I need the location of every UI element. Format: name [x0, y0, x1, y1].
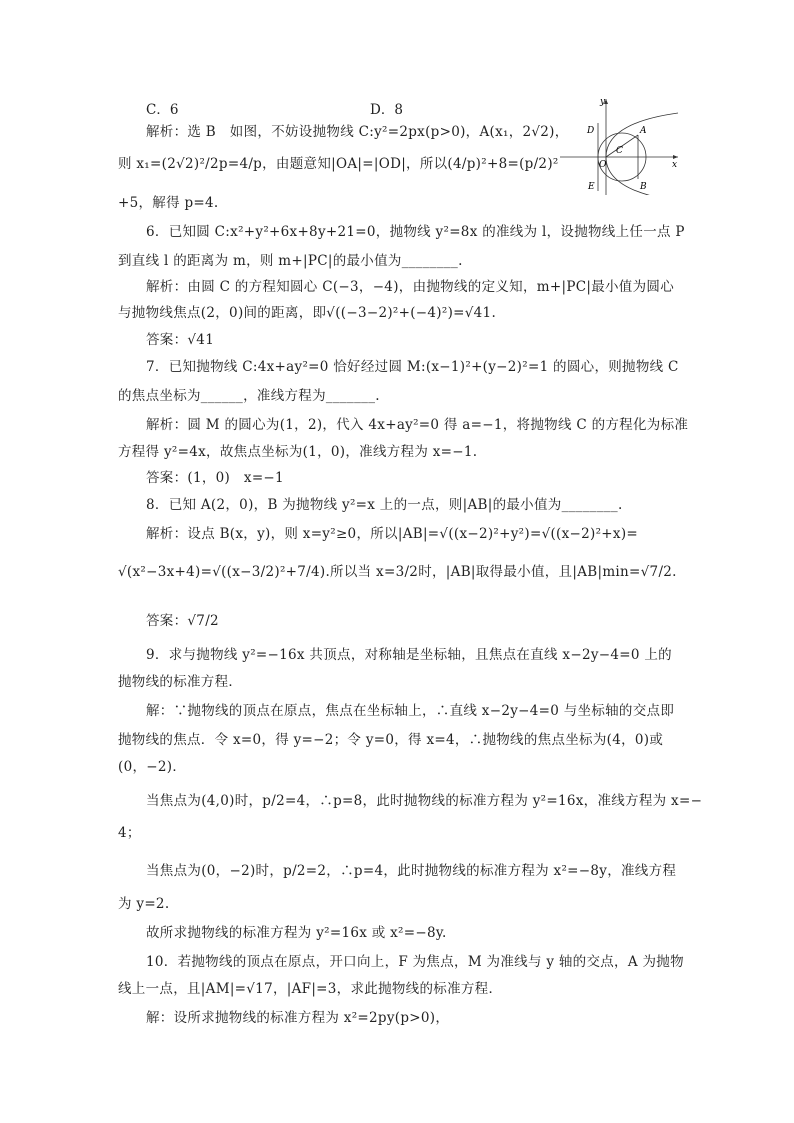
answer-line: 答案：√41: [146, 332, 215, 348]
text-line: 当焦点为(4,0)时，p/2=4，∴p=8，此时抛物线的标准方程为 y²=16x，准线方程为 x=−: [146, 793, 703, 809]
label-x: x: [672, 160, 678, 170]
text-line: 解析：由圆 C 的方程知圆心 C(−3，−4)，由抛物线的定义知，m+|PC|最小值为圆心: [146, 279, 674, 295]
label-a: A: [640, 126, 647, 136]
answer-line: 答案：√7/2: [146, 613, 219, 629]
text-line: (0，−2)．: [118, 759, 187, 775]
x-axis-arrow-icon: [673, 155, 678, 159]
text-line: 解析：选 B 如图，不妨设抛物线 C:y²=2px(p>0)，A(x₁，2√2)，: [146, 124, 569, 140]
text-line: 为 y=2.: [118, 896, 170, 912]
text-line: 8．已知 A(2，0)，B 为抛物线 y²=x 上的一点，则|AB|的最小值为________.: [146, 497, 623, 513]
label-d: D: [587, 126, 595, 136]
text-line: √(x²−3x+4)=√((x−3/2)²+7/4).所以当 x=3/2时，|AB|取得最小值，且|AB|min=√7/2.: [118, 564, 677, 580]
text-line: 当焦点为(0，−2)时，p/2=2，∴p=4，此时抛物线的标准方程为 x²=−8y，准线方程: [146, 863, 677, 879]
label-b: B: [640, 182, 647, 192]
text-line: 7．已知抛物线 C:4x+ay²=0 恰好经过圆 M:(x−1)²+(y−2)²=1 的圆心，则抛物线 C: [146, 359, 679, 375]
label-y: y: [600, 97, 606, 107]
label-c: C: [616, 146, 623, 156]
text-line: 4；: [118, 825, 141, 841]
answer-line: 答案：(1，0) x=−1: [146, 470, 284, 486]
text-line: +5，解得 p=4.: [118, 195, 219, 211]
text-line: 10．若抛物线的顶点在原点，开口向上，F 为焦点，M 为准线与 y 轴的交点，A 为抛物: [146, 954, 684, 970]
text-line: 解析：设点 B(x，y)，则 x=y²≥0，所以|AB|=√((x−2)²+y²)=√((x−2)²+x)=: [146, 526, 639, 542]
text-line: 则 x₁=(2√2)²/2p=4/p，由题意知|OA|=|OD|，所以(4/p)²+8=(p/2)²: [118, 156, 559, 172]
label-o: O: [599, 160, 607, 170]
text-line: 故所求抛物线的标准方程为 y²=16x 或 x²=−8y.: [146, 925, 447, 941]
text-line: 的焦点坐标为______，准线方程为_______.: [118, 388, 380, 404]
text-line: 解：设所求抛物线的标准方程为 x²=2py(p>0)，: [146, 1010, 450, 1026]
text-line: 解：∵抛物线的顶点在原点，焦点在坐标轴上，∴直线 x−2y−4=0 与坐标轴的交点即: [146, 703, 675, 719]
text-line: 抛物线的标准方程．: [118, 674, 243, 690]
text-line: 到直线 l 的距离为 m，则 m+|PC|的最小值为________.: [118, 253, 463, 269]
text-line: 与抛物线焦点(2，0)间的距离，即√((−3−2)²+(−4)²)=√41.: [118, 305, 497, 321]
text-line: 线上一点，且|AM|=√17，|AF|=3，求此抛物线的标准方程．: [118, 981, 503, 997]
text-line: 抛物线的焦点．令 x=0，得 y=−2；令 y=0，得 x=4，∴抛物线的焦点坐标为(4，0)或: [118, 732, 664, 748]
option-c: C．6: [146, 102, 179, 118]
option-d: D．8: [370, 102, 403, 118]
parabola-circle-figure: [560, 95, 680, 195]
text-line: 方程得 y²=4x，故焦点坐标为(1，0)，准线方程为 x=−1.: [118, 444, 478, 460]
text-line: 解析：圆 M 的圆心为(1，2)，代入 4x+ay²=0 得 a=−1，将抛物线 C 的方程化为标准: [146, 417, 689, 433]
label-e: E: [588, 182, 595, 192]
text-line: 9．求与抛物线 y²=−16x 共顶点，对称轴是坐标轴，且焦点在直线 x−2y−4=0 上的: [146, 647, 672, 663]
text-line: 6．已知圆 C:x²+y²+6x+8y+21=0，抛物线 y²=8x 的准线为 l，设抛物线上任一点 P: [146, 224, 685, 240]
